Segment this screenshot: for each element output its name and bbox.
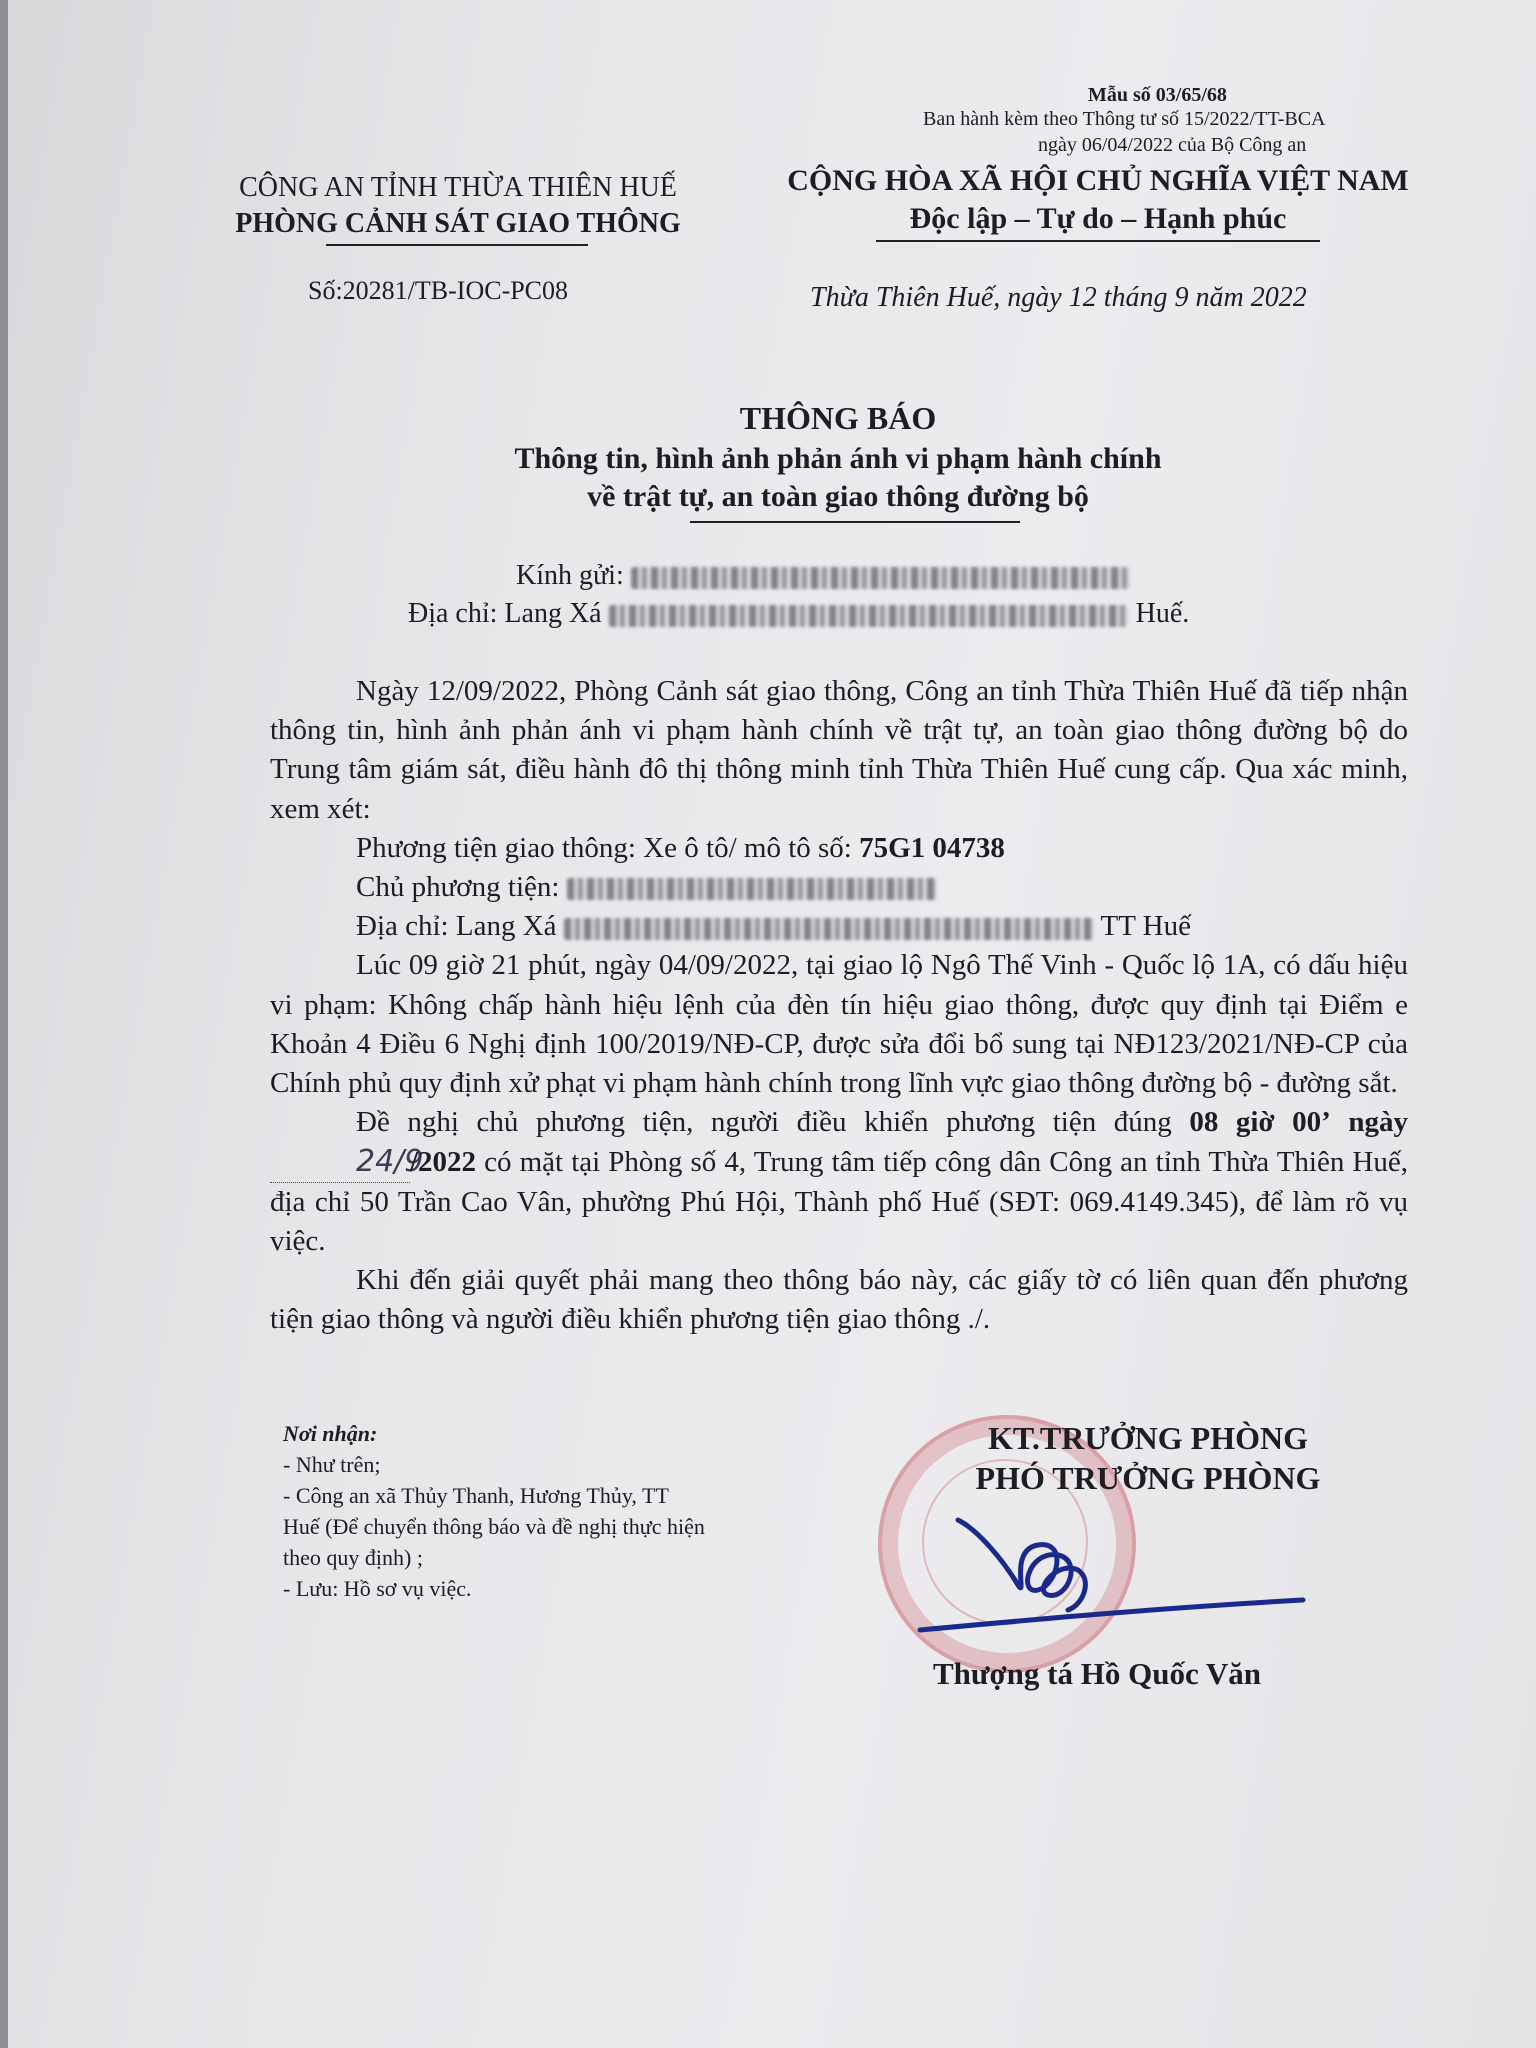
paragraph-2: Lúc 09 giờ 21 phút, ngày 04/09/2022, tại giao lộ Ngô Thế Vinh - Quốc lộ 1A, có dấu hiệu vi phạm: Không chấp hành hiệu lệnh của đèn tín hiệu giao thông, được quy định tại Điểm e Khoản 4 Điều 6 Nghị định 100/2019/NĐ-CP, được sửa đổi bổ sung tại NĐ123/2021/NĐ-CP của Chính phủ quy định xử phạt vi phạm hành chính trong lĩnh vực giao thông đường bộ - đường sắt. <box>270 949 1408 1100</box>
paragraph-4: Khi đến giải quyết phải mang theo thông báo này, các giấy tờ có liên quan đến phương tiện giao thông và người điều khiển phương tiện giao thông ./. <box>270 1264 1408 1336</box>
signer-name: Thượng tá Hồ Quốc Văn <box>933 1656 1262 1691</box>
agency-name: CÔNG AN TỈNH THỪA THIÊN HUẾ <box>239 172 677 203</box>
form-number: Mẫu số 03/65/68 <box>1088 84 1227 106</box>
motto-underline <box>876 240 1320 242</box>
receiver-item: Huế (Để chuyển thông báo và đề nghị thực hiện <box>283 1514 705 1539</box>
body-text <box>270 672 1408 1339</box>
department-name: PHÒNG CẢNH SÁT GIAO THÔNG <box>235 208 681 239</box>
receiver-item: - Lưu: Hồ sơ vụ việc. <box>283 1576 472 1601</box>
recipient-address-line <box>408 598 1189 630</box>
appointment-year: /2022 <box>410 1146 477 1179</box>
document-page <box>8 0 1536 2048</box>
recipient-address-label: Địa chỉ: Lang Xá <box>408 598 602 629</box>
recipient-address-end: Huế. <box>1135 598 1190 629</box>
redacted-owner-address <box>564 918 1094 940</box>
receivers-title: Nơi nhận: <box>283 1421 378 1446</box>
nation-name: CỘNG HÒA XÃ HỘI CHỦ NGHĨA VIỆT NAM <box>787 164 1409 197</box>
form-issued-line2: ngày 06/04/2022 của Bộ Công an <box>1038 134 1307 156</box>
receiver-item: - Công an xã Thủy Thanh, Hương Thủy, TT <box>283 1483 669 1508</box>
right-header <box>748 162 1448 238</box>
title-underline <box>690 521 1020 523</box>
form-issued-line1: Ban hành kèm theo Thông tư số 15/2022/TT-BCA <box>923 108 1326 130</box>
owner-address-line <box>270 907 1408 946</box>
signature-block <box>888 1418 1408 1498</box>
title-subtitle-2: về trật tự, an toàn giao thông đường bộ <box>587 480 1089 513</box>
signature-title-1: KT.TRƯỞNG PHÒNG <box>988 1420 1308 1456</box>
redacted-recipient <box>631 567 1131 589</box>
p3-start: Đề nghị chủ phương tiện, người điều khiển phương tiện đúng <box>356 1106 1172 1139</box>
left-header <box>148 170 768 242</box>
owner-address-end: TT Huế <box>1100 910 1191 943</box>
document-number: Số:20281/TB-IOC-PC08 <box>308 276 569 305</box>
handwritten-signature <box>908 1490 1328 1650</box>
title-block <box>428 396 1248 516</box>
owner-label: Chủ phương tiện: <box>356 871 560 904</box>
signature-title-2: PHÓ TRƯỞNG PHÒNG <box>975 1460 1321 1496</box>
recipient-line <box>516 560 1131 592</box>
owner-address-label: Địa chỉ: Lang Xá <box>356 910 557 943</box>
receiver-item: - Như trên; <box>283 1452 381 1477</box>
recipient-label: Kính gửi: <box>516 560 624 591</box>
national-motto: Độc lập – Tự do – Hạnh phúc <box>909 202 1287 235</box>
owner-line <box>270 868 1408 907</box>
appointment-day-label: ngày <box>1348 1106 1408 1139</box>
redacted-owner <box>567 878 937 900</box>
paragraph-1: Ngày 12/09/2022, Phòng Cảnh sát giao thông, Công an tỉnh Thừa Thiên Huế đã tiếp nhận thông tin, hình ảnh phản ánh vi phạm hành chính về trật tự, an toàn giao thông đường bộ do Trung tâm giám sát, điều hành đô thị thông minh tỉnh Thừa Thiên Huế cung cấp. Qua xác minh, xem xét: <box>270 675 1408 825</box>
handwritten-date: 24/9 <box>270 1142 410 1182</box>
p3-rest: có mặt tại Phòng số 4, Trung tâm tiếp công dân Công an tỉnh Thừa Thiên Huế, địa chỉ 50 Trần Cao Vân, phường Phú Hội, Thành phố Huế (SĐT: 069.4149.345), để làm rõ vụ việc. <box>270 1146 1408 1257</box>
appointment-time: 08 giờ 00’ <box>1189 1106 1331 1139</box>
vehicle-plate: 75G1 04738 <box>859 831 1005 864</box>
paragraph-3 <box>270 1103 1408 1261</box>
receivers-block <box>283 1418 705 1604</box>
left-header-underline <box>326 244 588 246</box>
page-title: THÔNG BÁO <box>739 400 937 436</box>
vehicle-line <box>270 829 1408 868</box>
vehicle-label: Phương tiện giao thông: Xe ô tô/ mô tô số: <box>356 831 852 864</box>
place-date: Thừa Thiên Huế, ngày 12 tháng 9 năm 2022 <box>810 282 1307 313</box>
redacted-address <box>609 605 1129 627</box>
title-subtitle-1: Thông tin, hình ảnh phản ánh vi phạm hành chính <box>514 442 1162 475</box>
receiver-item: theo quy định) ; <box>283 1545 423 1570</box>
